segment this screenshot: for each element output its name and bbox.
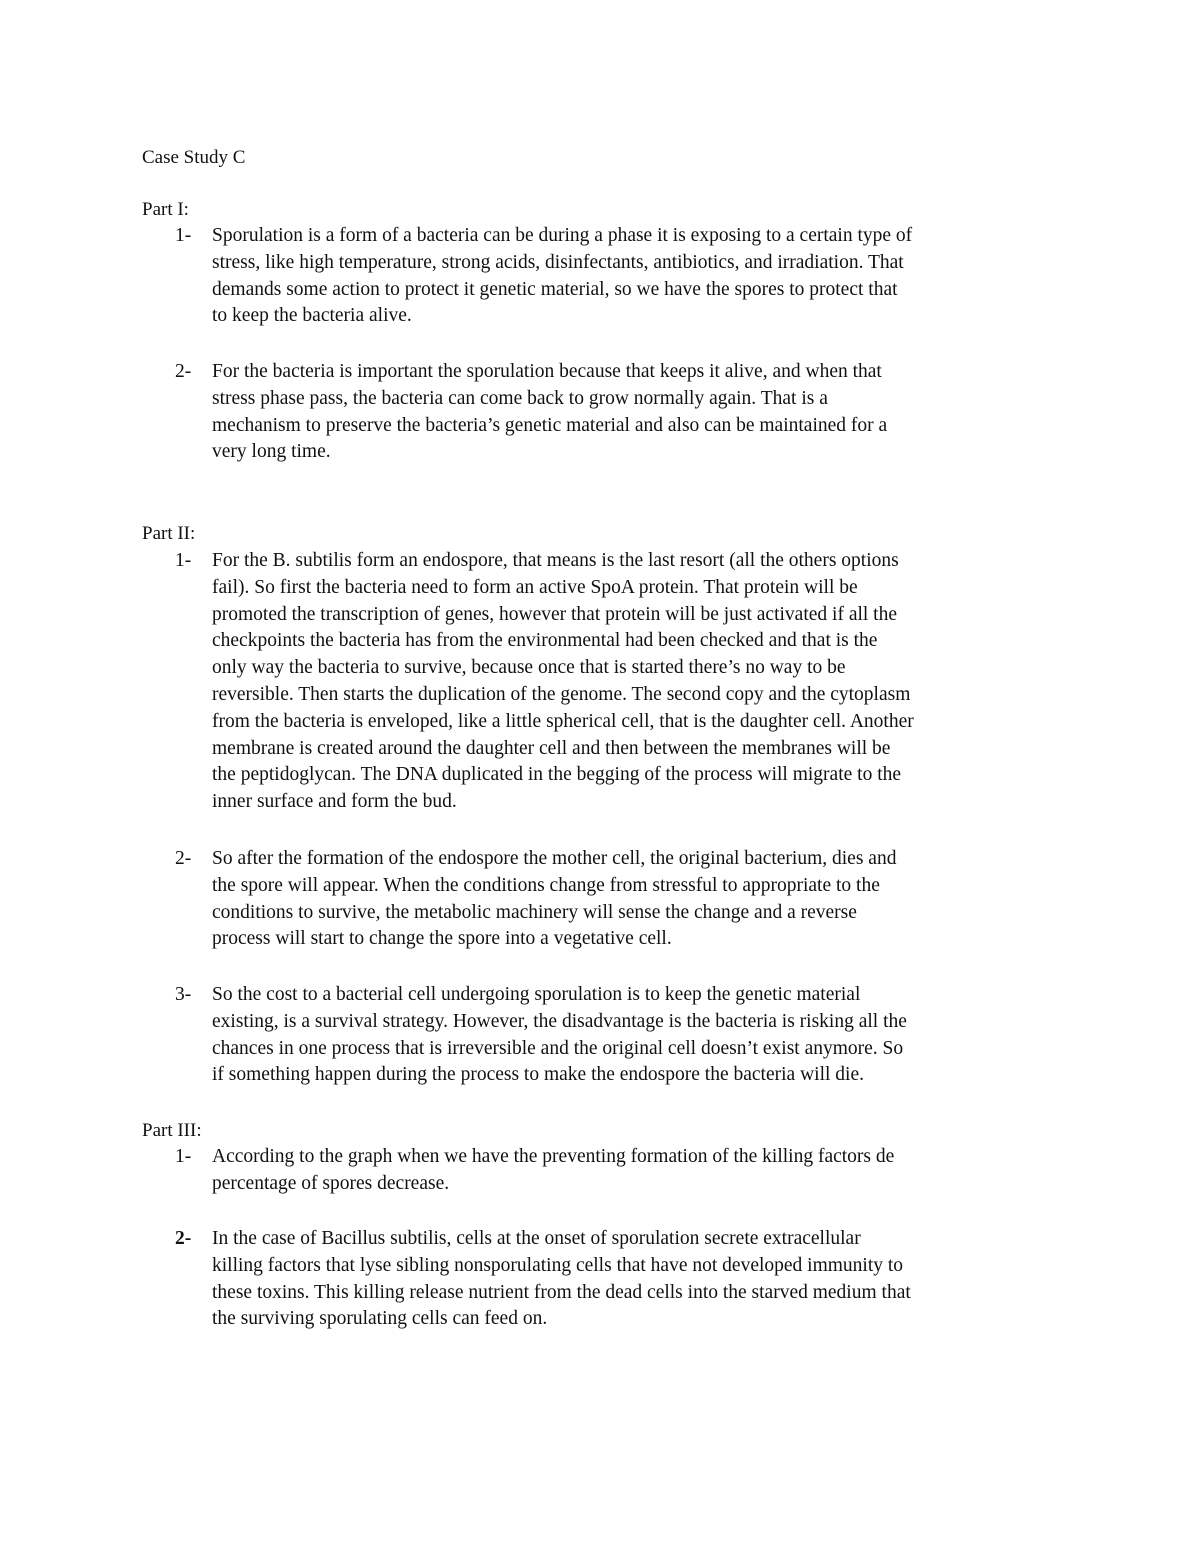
text-line: mechanism to preserve the bacteria’s genetic material and also can be maintained for a: [212, 414, 888, 436]
part-2-heading: Part II:: [142, 523, 196, 544]
text-line: killing factors that lyse sibling nonsporulating cells that have not developed immunity to: [212, 1254, 904, 1276]
text-line: percentage of spores decrease.: [212, 1172, 450, 1194]
item-number: 1-: [175, 1146, 192, 1167]
text-line: In the case of Bacillus subtilis, cells at the onset of sporulation secrete extracellular: [212, 1228, 861, 1249]
document-title: Case Study C: [142, 147, 246, 168]
part-3-item-2: [142, 1226, 1072, 1333]
part-2-item-2: [142, 846, 1072, 953]
text-line: to keep the bacteria alive.: [212, 305, 412, 327]
item-text: [212, 982, 1072, 1089]
part-1-item-1: [142, 223, 1072, 330]
text-line: So after the formation of the endospore the mother cell, the original bacterium, dies and: [212, 848, 897, 869]
text-line: demands some action to protect it genetic material, so we have the spores to protect that: [212, 278, 898, 300]
text-line: checkpoints the bacteria has from the environmental had been checked and that is the: [212, 630, 878, 652]
part-1-heading: Part I:: [142, 199, 189, 220]
text-line: For the B. subtilis form an endospore, that means is the last resort (all the others options: [212, 550, 899, 571]
text-line: process will start to change the spore into a vegetative cell.: [212, 928, 672, 950]
text-line: inner surface and form the bud.: [212, 791, 457, 813]
item-text: [212, 223, 1072, 330]
part-2-item-3: [142, 982, 1072, 1089]
text-line: Sporulation is a form of a bacteria can be during a phase it is exposing to a certain type of: [212, 225, 913, 246]
text-line: existing, is a survival strategy. However, the disadvantage is the bacteria is risking all the: [212, 1010, 907, 1032]
text-line: only way the bacteria to survive, because once that is started there’s no way to be: [212, 657, 846, 679]
item-text: [212, 359, 1072, 466]
item-number: 2-: [175, 1228, 192, 1249]
item-number: 2-: [175, 361, 192, 382]
text-line: reversible. Then starts the duplication of the genome. The second copy and the cytoplasm: [212, 683, 911, 705]
item-number: 3-: [175, 984, 192, 1005]
text-line: stress, like high temperature, strong acids, disinfectants, antibiotics, and irradiation. That: [212, 251, 904, 273]
item-number: 1-: [175, 225, 192, 246]
part-1-item-2: [142, 359, 1072, 466]
text-line: stress phase pass, the bacteria can come back to grow normally again. That is a: [212, 387, 828, 409]
text-line: these toxins. This killing release nutrient from the dead cells into the starved medium that: [212, 1281, 911, 1303]
text-line: the surviving sporulating cells can feed on.: [212, 1308, 548, 1330]
part-2-item-1: [142, 548, 1072, 816]
item-number: 1-: [175, 550, 192, 571]
text-line: very long time.: [212, 441, 331, 463]
text-line: chances in one process that is irreversible and the original cell doesn’t exist anymore. So: [212, 1037, 904, 1059]
item-text: [212, 548, 1072, 816]
text-line: So the cost to a bacterial cell undergoing sporulation is to keep the genetic material: [212, 984, 861, 1005]
text-line: the peptidoglycan. The DNA duplicated in the begging of the process will migrate to the: [212, 764, 902, 786]
text-line: According to the graph when we have the preventing formation of the killing factors de: [212, 1146, 895, 1167]
part-3-item-1: [142, 1144, 1072, 1198]
text-line: For the bacteria is important the sporulation because that keeps it alive, and when that: [212, 361, 882, 382]
text-line: conditions to survive, the metabolic machinery will sense the change and a reverse: [212, 901, 857, 923]
text-line: the spore will appear. When the conditions change from stressful to appropriate to the: [212, 874, 880, 896]
text-line: membrane is created around the daughter cell and then between the membranes will be: [212, 737, 891, 759]
text-line: if something happen during the process to make the endospore the bacteria will die.: [212, 1064, 864, 1086]
item-text: [212, 1144, 1072, 1198]
text-line: fail). So first the bacteria need to form an active SpoA protein. That protein will be: [212, 576, 858, 598]
item-text: [212, 1226, 1072, 1333]
part-3-heading: Part III:: [142, 1120, 202, 1141]
item-number: 2-: [175, 848, 192, 869]
text-line: promoted the transcription of genes, however that protein will be just activated if all the: [212, 603, 898, 625]
text-line: from the bacteria is enveloped, like a little spherical cell, that is the daughter cell. Another: [212, 710, 914, 732]
item-text: [212, 846, 1072, 953]
